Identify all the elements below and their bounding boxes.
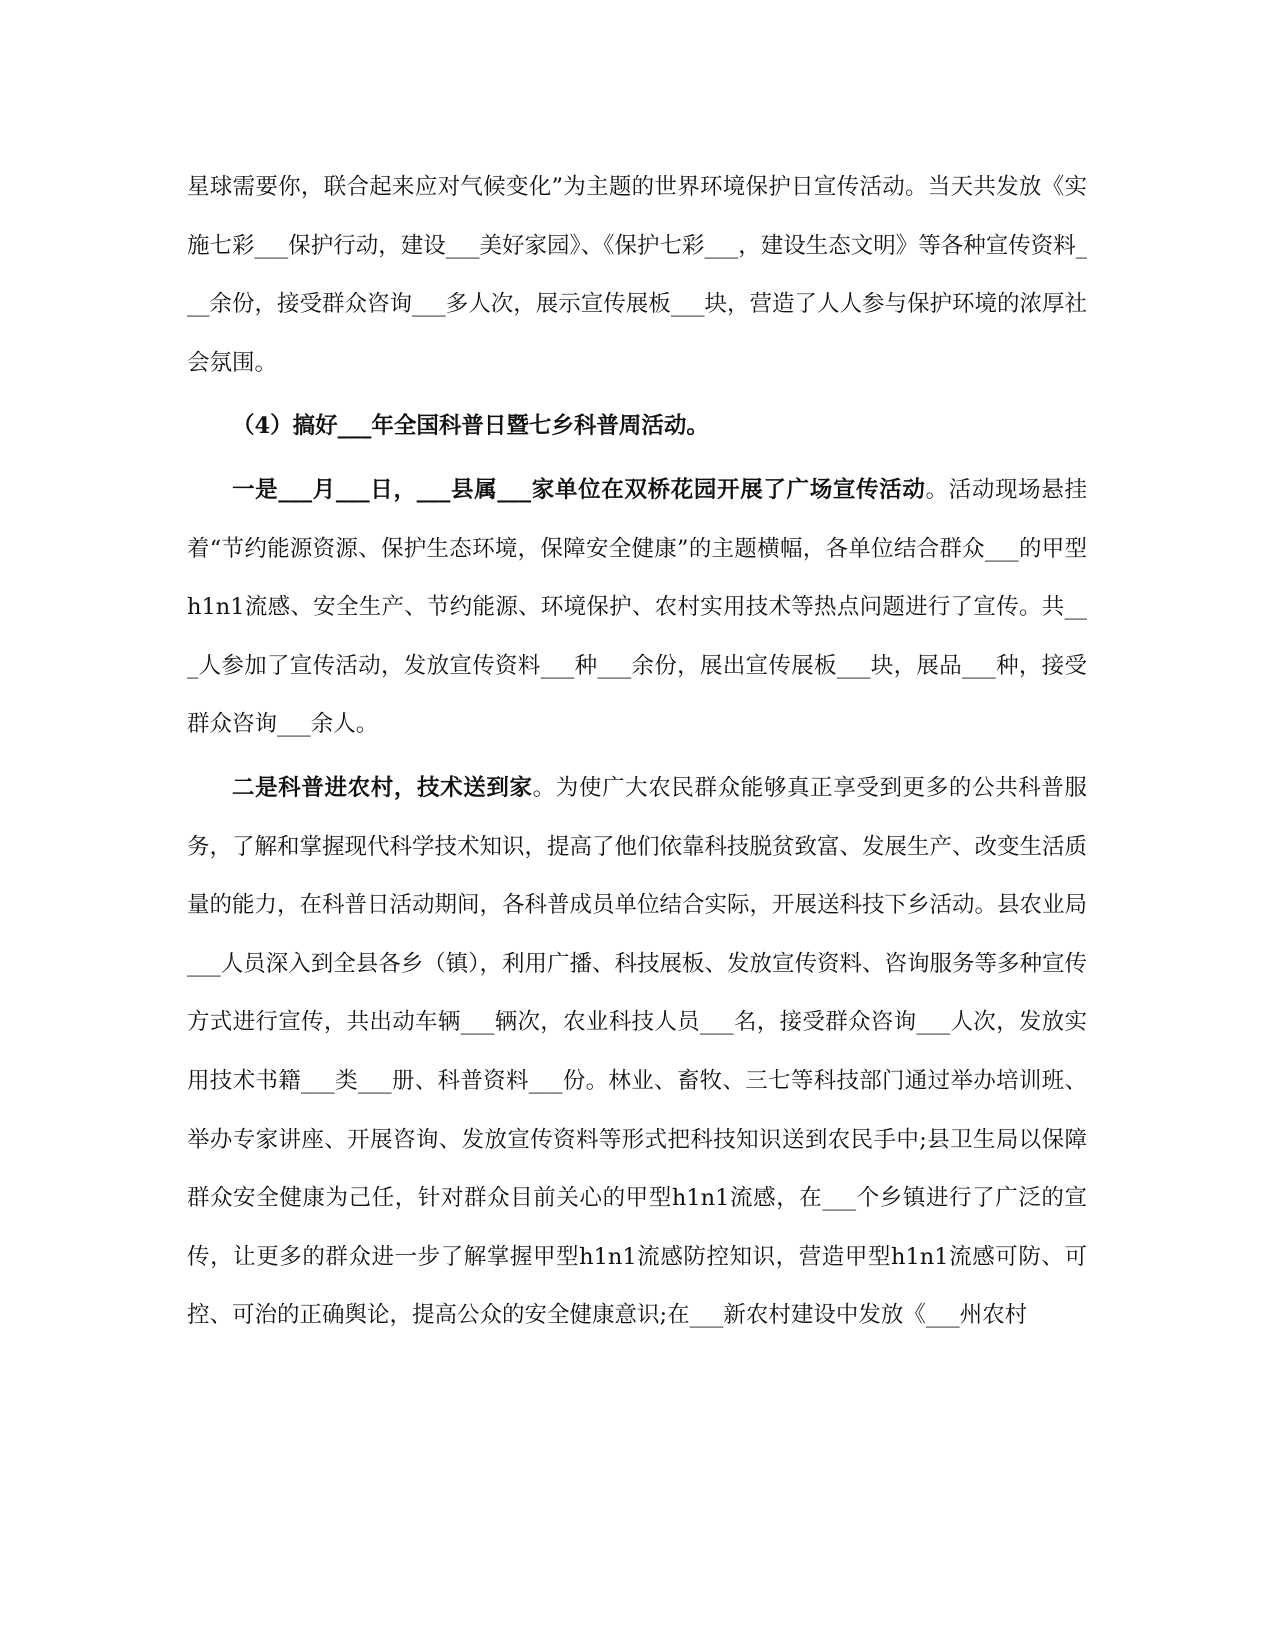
- paragraph-rural-outreach: [187, 759, 1087, 1345]
- heading-text: （4）搞好___年全国科普日暨七乡科普周活动。: [232, 413, 709, 440]
- paragraph-text: 。活动现场悬挂着“节约能源资源、保护生态环境，保障安全健康”的主题横幅，各单位结合群众___的甲型h1n1流感、安全生产、节约能源、环境保护、农村实用技术等热点问题进行了宣传。共___人参加了宣传活动，发放宣传资料___种___余份，展出宣传展板___块，展品___种，接受群众咨询___余人。: [187, 476, 1087, 738]
- paragraph-lead: 一是___月___日，___县属___家单位在双桥花园开展了广场宣传活动: [232, 476, 926, 503]
- section-heading-science-day: [187, 397, 1087, 456]
- paragraph-text: 星球需要你，联合起来应对气候变化”为主题的世界环境保护日宣传活动。当天共发放《实施七彩___保护行动，建设___美好家园》、《保护七彩___，建设生态文明》等各种宣传资料___余份，接受群众咨询___多人次，展示宣传展板___块，营造了人人参与保护环境的浓厚社会氛围。: [187, 174, 1088, 376]
- paragraph-text: 。为使广大农民群众能够真正享受到更多的公共科普服务，了解和掌握现代科学技术知识，提高了他们依靠科技脱贫致富、发展生产、改变生活质量的能力，在科普日活动期间，各科普成员单位结合实际，开展送科技下乡活动。县农业局___人员深入到全县各乡（镇），利用广播、科技展板、发放宣传资料、咨询服务等多种宣传方式进行宣传，共出动车辆___辆次，农业科技人员___名，接受群众咨询___人次，发放实用技术书籍___类___册、科普资料___份。林业、畜牧、三七等科技部门通过举办培训班、举办专家讲座、开展咨询、发放宣传资料等形式把科技知识送到农民手中;县卫生局以保障群众安全健康为己任，针对群众目前关心的甲型h1n1流感，在___个乡镇进行了广泛的宣传，让更多的群众进一步了解掌握甲型h1n1流感防控知识，营造甲型h1n1流感可防、可控、可治的正确舆论，提高公众的安全健康意识;在___新农村建设中发放《___州农村: [187, 774, 1088, 1329]
- paragraph-environment-day: [187, 158, 1087, 392]
- paragraph-plaza-campaign: [187, 461, 1087, 754]
- document-page: [187, 158, 1087, 1345]
- paragraph-lead: 二是科普进农村，技术送到家: [232, 774, 533, 801]
